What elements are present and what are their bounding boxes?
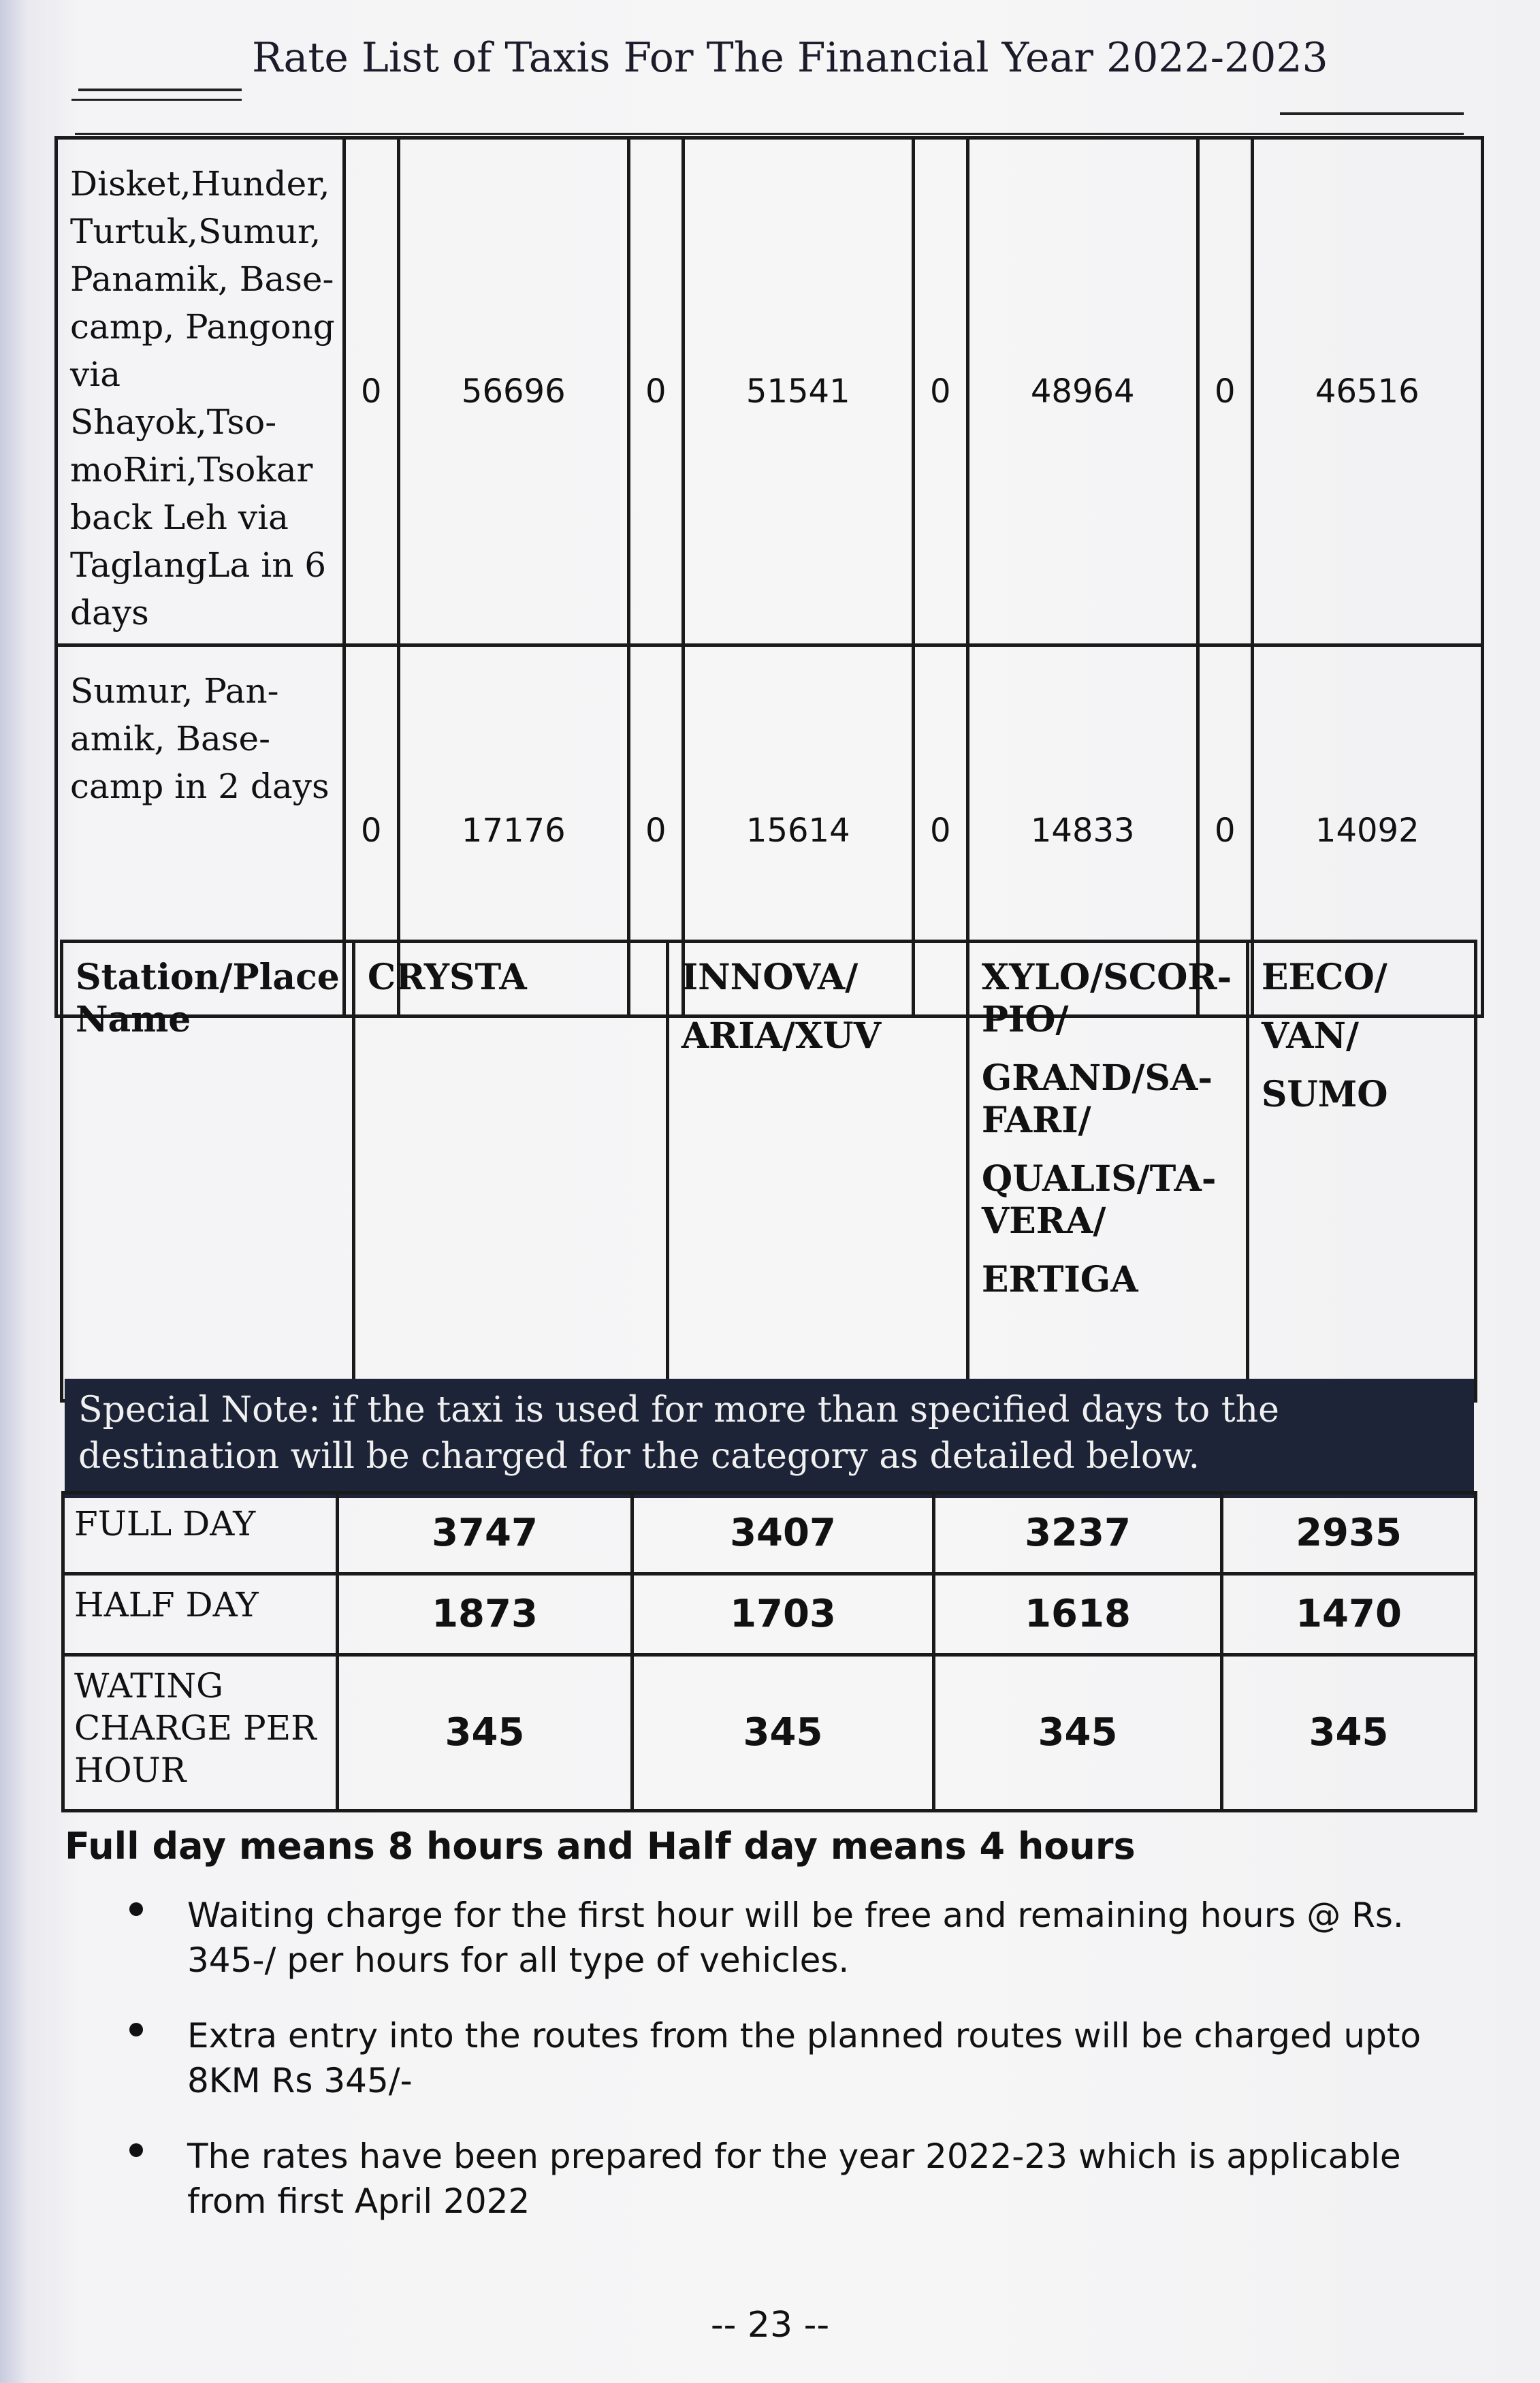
rate-cell: 0	[913, 138, 967, 645]
header-innova-line: INNOVA/	[681, 957, 859, 998]
bullet-dot-icon	[129, 2143, 143, 2157]
rate-cell: 0	[344, 645, 399, 1017]
header-place: Station/Place Name	[62, 942, 354, 1401]
header-crysta: CRYSTA	[353, 942, 667, 1401]
route-place-cell: Disket,Hunder, Turtuk,Sumur, Panamik, Base-camp, Pangong via Shayok,Tso-moRiri,Tsokar back Leh via TaglangLa in 6 days	[57, 138, 344, 645]
page-number: -- 23 --	[710, 2305, 830, 2346]
rate-cell: 48964	[967, 138, 1198, 645]
rate-cell: 17176	[398, 645, 628, 1017]
list-item-text: Extra entry into the routes from the planned routes will be charged upto 8KM Rs 345/-	[187, 2016, 1422, 2100]
header-xylo-line: XYLO/SCOR-PIO/	[981, 957, 1232, 1040]
list-item-text: Waiting charge for the first hour will be free and remaining hours @ Rs. 345-/ per hours for all type of vehicles.	[187, 1896, 1404, 1980]
header-rule-left-under	[71, 99, 242, 101]
rate-cell: 15614	[683, 645, 913, 1017]
header-rule-left	[78, 89, 242, 91]
rate-cell: 0	[628, 138, 683, 645]
charge-cell: 345	[632, 1655, 934, 1811]
charge-cell: 3237	[934, 1493, 1222, 1574]
rate-cell: 0	[344, 138, 399, 645]
header-eeco	[1247, 942, 1475, 1401]
header-rule-under	[75, 133, 1464, 135]
charge-cell: 345	[338, 1655, 632, 1811]
hours-footnote: Full day means 8 hours and Half day means 4 hours	[65, 1825, 1136, 1868]
charge-cell: 2935	[1222, 1493, 1476, 1574]
charge-cell: 3747	[338, 1493, 632, 1574]
table-row	[63, 1574, 1476, 1655]
header-innova-line: ARIA/XUV	[681, 1015, 882, 1057]
charge-label: FULL DAY	[63, 1493, 338, 1574]
charges-table	[61, 1491, 1477, 1812]
list-item-text: The rates have been prepared for the year 2022-23 which is applicable from first April 2022	[187, 2137, 1401, 2221]
notes-list	[116, 1893, 1464, 2254]
header-rule-right	[1280, 112, 1464, 115]
list-item	[116, 2134, 1464, 2224]
header-eeco-line: SUMO	[1261, 1074, 1388, 1115]
vehicle-header-table	[60, 940, 1477, 1403]
page-header	[68, 20, 1464, 136]
header-innova	[667, 942, 967, 1401]
table-row	[57, 138, 1483, 645]
table-row	[63, 1493, 1476, 1574]
charge-label: WATING CHARGE PER HOUR	[63, 1655, 338, 1811]
charge-cell: 1873	[338, 1574, 632, 1655]
bullet-dot-icon	[129, 2023, 143, 2036]
header-xylo-line: QUALIS/TA-VERA/	[981, 1158, 1217, 1242]
rate-cell: 14833	[967, 645, 1198, 1017]
list-item	[116, 1893, 1464, 1983]
table-row	[62, 942, 1476, 1401]
charge-cell: 1703	[632, 1574, 934, 1655]
page-title: Rate List of Taxis For The Financial Year 2022-2023	[252, 34, 1328, 82]
charge-cell: 3407	[632, 1493, 934, 1574]
rate-cell: 0	[1198, 645, 1252, 1017]
charge-label: HALF DAY	[63, 1574, 338, 1655]
list-item	[116, 2013, 1464, 2103]
charge-cell: 1470	[1222, 1574, 1476, 1655]
table-row	[63, 1655, 1476, 1811]
header-xylo-line: ERTIGA	[981, 1259, 1138, 1300]
header-xylo-line: GRAND/SA-FARI/	[981, 1057, 1213, 1141]
charge-cell: 345	[1222, 1655, 1476, 1811]
route-place-cell: Sumur, Pan-amik, Base-camp in 2 days	[57, 645, 344, 1017]
special-note-banner: Special Note: if the taxi is used for more than specified days to the destination will be charged for the category as detailed below.	[65, 1379, 1474, 1498]
rate-cell: 0	[1198, 138, 1252, 645]
rate-cell: 0	[913, 645, 967, 1017]
rate-cell: 46516	[1252, 138, 1482, 645]
charge-cell: 1618	[934, 1574, 1222, 1655]
header-xylo	[967, 942, 1247, 1401]
bullet-dot-icon	[129, 1902, 143, 1916]
rate-cell: 14092	[1252, 645, 1482, 1017]
rate-cell: 56696	[398, 138, 628, 645]
header-eeco-line: EECO/	[1261, 957, 1387, 998]
rate-cell: 0	[628, 645, 683, 1017]
route-rates-table	[54, 136, 1484, 1018]
charge-cell: 345	[934, 1655, 1222, 1811]
rate-cell: 51541	[683, 138, 913, 645]
header-eeco-line: VAN/	[1261, 1015, 1360, 1057]
